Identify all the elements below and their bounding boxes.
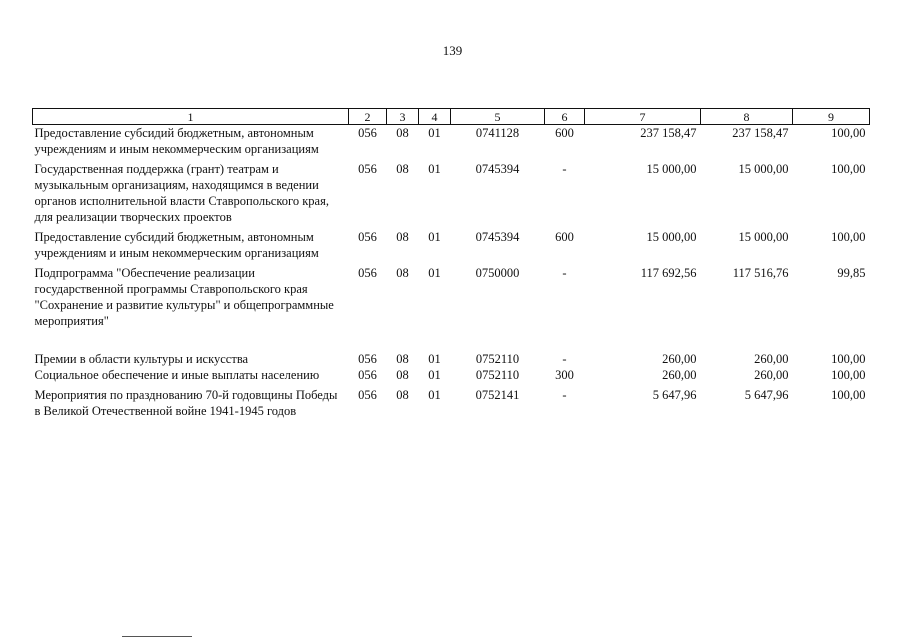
row-amount-executed: 5 647,96 [744, 388, 789, 402]
row-percent: 100,00 [831, 162, 866, 176]
row-code-target: 0745394 [475, 230, 520, 244]
table-row [33, 225, 870, 261]
row-amount-executed: 260,00 [754, 352, 789, 366]
row-code-expense-type: - [562, 162, 567, 176]
row-code-target: 0752141 [475, 388, 520, 402]
row-name: Предоставление субсидий бюджетным, автономным учреждениям и иным некоммерческим организациям [34, 126, 319, 156]
row-code-expense-type: - [562, 388, 567, 402]
table-row [33, 383, 870, 419]
column-header-4: 4 [419, 109, 451, 125]
budget-table [32, 108, 870, 419]
row-percent: 100,00 [831, 230, 866, 244]
column-header-3: 3 [387, 109, 419, 125]
table-row [33, 125, 870, 158]
column-header-6: 6 [545, 109, 585, 125]
column-header-2: 2 [349, 109, 387, 125]
row-amount-planned: 237 158,47 [640, 126, 697, 140]
column-header-9: 9 [793, 109, 870, 125]
row-amount-executed: 260,00 [754, 368, 789, 382]
row-percent: 99,85 [837, 266, 866, 280]
row-amount-executed: 15 000,00 [738, 162, 789, 176]
row-amount-planned: 5 647,96 [652, 388, 697, 402]
row-code-ministry: 056 [358, 162, 377, 176]
row-code-target: 0750000 [475, 266, 520, 280]
column-header-1: 1 [33, 109, 349, 125]
row-amount-planned: 15 000,00 [646, 162, 697, 176]
row-code-ministry: 056 [358, 352, 377, 366]
row-code-expense-type: 600 [555, 230, 574, 244]
row-code-target: 0741128 [475, 126, 520, 140]
row-name: Подпрограмма "Обеспечение реализации государственной программы Ставропольского края "Сохранение и развитие культуры" и общепрограммные мероприятия" [34, 266, 334, 328]
row-code-subsection: 01 [428, 162, 441, 176]
row-code-target: 0752110 [475, 368, 520, 382]
row-code-ministry: 056 [358, 388, 377, 402]
row-percent: 100,00 [831, 126, 866, 140]
row-code-section: 08 [396, 266, 409, 280]
column-header-5: 5 [451, 109, 545, 125]
row-code-subsection: 01 [428, 352, 441, 366]
row-amount-planned: 117 692,56 [640, 266, 697, 280]
table-row [33, 157, 870, 225]
row-amount-executed: 237 158,47 [732, 126, 789, 140]
row-amount-planned: 15 000,00 [646, 230, 697, 244]
table-row [33, 367, 870, 383]
row-code-ministry: 056 [358, 368, 377, 382]
row-code-ministry: 056 [358, 126, 377, 140]
row-code-subsection: 01 [428, 368, 441, 382]
row-code-ministry: 056 [358, 230, 377, 244]
row-code-target: 0752110 [475, 352, 520, 366]
row-code-section: 08 [396, 368, 409, 382]
row-code-expense-type: - [562, 266, 567, 280]
table-row [33, 261, 870, 329]
page-number: 139 [442, 43, 463, 58]
row-name: Предоставление субсидий бюджетным, автономным учреждениям и иным некоммерческим организациям [34, 230, 319, 260]
row-percent: 100,00 [831, 388, 866, 402]
row-code-expense-type: 300 [555, 368, 574, 382]
row-code-subsection: 01 [428, 126, 441, 140]
row-percent: 100,00 [831, 352, 866, 366]
row-name: Премии в области культуры и искусства [34, 352, 249, 366]
row-code-target: 0745394 [475, 162, 520, 176]
row-amount-planned: 260,00 [662, 352, 697, 366]
row-code-section: 08 [396, 388, 409, 402]
row-code-expense-type: 600 [555, 126, 574, 140]
row-code-section: 08 [396, 126, 409, 140]
row-code-subsection: 01 [428, 266, 441, 280]
row-name: Мероприятия по празднованию 70-й годовщины Победы в Великой Отечественной войне 1941-1945 годов [34, 388, 338, 418]
row-code-section: 08 [396, 162, 409, 176]
column-header-8: 8 [701, 109, 793, 125]
row-code-section: 08 [396, 230, 409, 244]
row-code-subsection: 01 [428, 230, 441, 244]
column-number-header-row [33, 109, 870, 125]
row-name: Государственная поддержка (грант) театрам и музыкальным организациям, находящимся в ведении органов исполнительной власти Ставропольского края, для реализации творческих проектов [34, 162, 329, 224]
row-amount-planned: 260,00 [662, 368, 697, 382]
row-code-ministry: 056 [358, 266, 377, 280]
table-row [33, 329, 870, 367]
row-code-section: 08 [396, 352, 409, 366]
row-percent: 100,00 [831, 368, 866, 382]
row-amount-executed: 15 000,00 [738, 230, 789, 244]
row-name: Социальное обеспечение и иные выплаты населению [34, 368, 320, 382]
column-header-7: 7 [585, 109, 701, 125]
row-amount-executed: 117 516,76 [732, 266, 789, 280]
row-code-expense-type: - [562, 352, 567, 366]
row-code-subsection: 01 [428, 388, 441, 402]
footer-separator-line [122, 636, 192, 637]
